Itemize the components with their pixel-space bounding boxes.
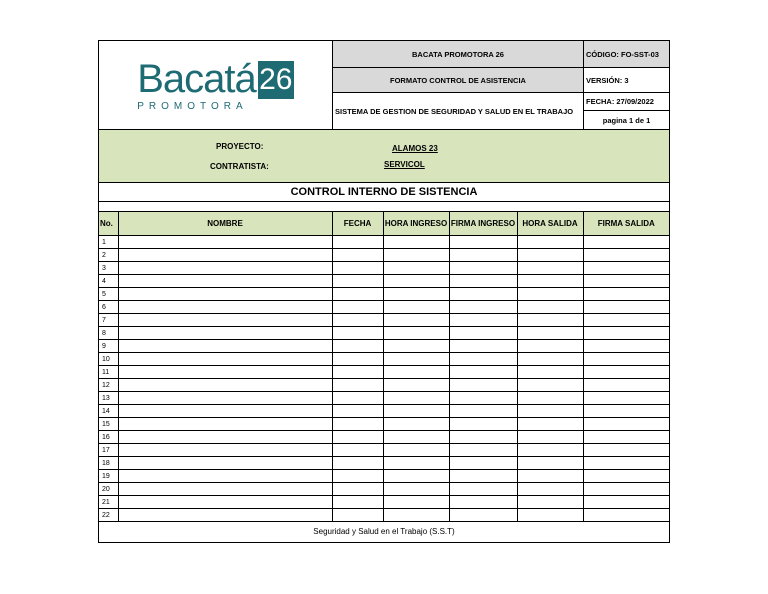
table-row <box>99 392 669 405</box>
table-row <box>99 366 669 379</box>
row-number: 13 <box>99 392 118 405</box>
col-firma-salida: FIRMA SALIDA <box>583 212 669 236</box>
nombre-cell[interactable] <box>118 340 332 353</box>
fecha-cell[interactable] <box>332 431 383 444</box>
hora-ingreso-cell[interactable] <box>383 431 449 444</box>
control-title: CONTROL INTERNO DE SISTENCIA <box>99 183 669 202</box>
fecha-cell[interactable] <box>332 379 383 392</box>
nombre-cell[interactable] <box>118 314 332 327</box>
firma-ingreso-cell[interactable] <box>449 236 517 249</box>
table-row <box>99 418 669 431</box>
form-footer: Seguridad y Salud en el Trabajo (S.S.T) <box>313 527 455 536</box>
row-number: 8 <box>99 327 118 340</box>
hora-salida-cell[interactable] <box>517 509 583 522</box>
firma-salida-cell[interactable] <box>583 288 669 301</box>
row-number: 17 <box>99 444 118 457</box>
firma-ingreso-cell[interactable] <box>449 457 517 470</box>
header-titles <box>333 41 584 129</box>
firma-ingreso-cell[interactable] <box>449 431 517 444</box>
fecha-cell[interactable] <box>332 249 383 262</box>
row-number: 12 <box>99 379 118 392</box>
fecha-cell[interactable] <box>332 392 383 405</box>
fecha-cell[interactable] <box>332 470 383 483</box>
hora-ingreso-cell[interactable] <box>383 470 449 483</box>
firma-ingreso-cell[interactable] <box>449 483 517 496</box>
fecha-cell[interactable] <box>332 496 383 509</box>
nombre-cell[interactable] <box>118 301 332 314</box>
col-fecha: FECHA <box>332 212 383 236</box>
table-body <box>99 236 669 522</box>
firma-ingreso-cell[interactable] <box>449 353 517 366</box>
system-name: SISTEMA DE GESTION DE SEGURIDAD Y SALUD EN EL TRABAJO <box>333 93 583 129</box>
hora-salida-cell[interactable] <box>517 405 583 418</box>
company-name: BACATA PROMOTORA 26 <box>333 41 583 68</box>
table-row <box>99 249 669 262</box>
firma-ingreso-cell[interactable] <box>449 340 517 353</box>
firma-salida-cell[interactable] <box>583 353 669 366</box>
hora-salida-cell[interactable] <box>517 249 583 262</box>
firma-ingreso-cell[interactable] <box>449 470 517 483</box>
hora-ingreso-cell[interactable] <box>383 353 449 366</box>
hora-ingreso-cell[interactable] <box>383 340 449 353</box>
row-number: 18 <box>99 457 118 470</box>
form-header <box>99 41 669 130</box>
format-title: FORMATO CONTROL DE ASISTENCIA <box>333 68 583 93</box>
hora-salida-cell[interactable] <box>517 275 583 288</box>
row-number: 3 <box>99 262 118 275</box>
firma-ingreso-cell[interactable] <box>449 288 517 301</box>
hora-salida-cell[interactable] <box>517 366 583 379</box>
fecha-cell[interactable] <box>332 301 383 314</box>
row-number: 16 <box>99 431 118 444</box>
contractor-value: SERVICOL <box>384 160 425 169</box>
firma-salida-cell[interactable] <box>583 457 669 470</box>
attendance-form <box>98 40 670 543</box>
table-row <box>99 353 669 366</box>
project-value: ALAMOS 23 <box>392 144 438 153</box>
table-row <box>99 405 669 418</box>
hora-salida-cell[interactable] <box>517 340 583 353</box>
firma-salida-cell[interactable] <box>583 366 669 379</box>
hora-salida-cell[interactable] <box>517 353 583 366</box>
hora-ingreso-cell[interactable] <box>383 483 449 496</box>
nombre-cell[interactable] <box>118 327 332 340</box>
firma-ingreso-cell[interactable] <box>449 444 517 457</box>
attendance-table <box>99 212 669 522</box>
table-row <box>99 314 669 327</box>
fecha-cell[interactable] <box>332 327 383 340</box>
row-number: 14 <box>99 405 118 418</box>
fecha-cell[interactable] <box>332 275 383 288</box>
hora-ingreso-cell[interactable] <box>383 236 449 249</box>
hora-salida-cell[interactable] <box>517 262 583 275</box>
table-row <box>99 483 669 496</box>
logo-number: 26 <box>258 61 294 99</box>
firma-ingreso-cell[interactable] <box>449 327 517 340</box>
nombre-cell[interactable] <box>118 418 332 431</box>
firma-ingreso-cell[interactable] <box>449 249 517 262</box>
logo-subtitle: PROMOTORA <box>137 100 248 112</box>
table-row <box>99 431 669 444</box>
col-nombre: NOMBRE <box>118 212 332 236</box>
nombre-cell[interactable] <box>118 444 332 457</box>
row-number: 9 <box>99 340 118 353</box>
fecha-cell[interactable] <box>332 288 383 301</box>
table-row <box>99 444 669 457</box>
firma-salida-cell[interactable] <box>583 301 669 314</box>
firma-ingreso-cell[interactable] <box>449 392 517 405</box>
logo-word: Bacatá <box>137 56 256 101</box>
nombre-cell[interactable] <box>118 249 332 262</box>
table-row <box>99 288 669 301</box>
table-row <box>99 327 669 340</box>
fecha-cell[interactable] <box>332 314 383 327</box>
firma-salida-cell[interactable] <box>583 249 669 262</box>
project-label: PROYECTO: <box>216 142 264 151</box>
table-row <box>99 457 669 470</box>
form-version: VERSIÓN: 3 <box>584 68 669 93</box>
hora-ingreso-cell[interactable] <box>383 249 449 262</box>
hora-salida-cell[interactable] <box>517 379 583 392</box>
hora-salida-cell[interactable] <box>517 418 583 431</box>
col-no: No. <box>99 212 118 236</box>
col-firma-ingreso: FIRMA INGRESO <box>449 212 517 236</box>
table-row <box>99 236 669 249</box>
firma-salida-cell[interactable] <box>583 262 669 275</box>
firma-ingreso-cell[interactable] <box>449 301 517 314</box>
fecha-cell[interactable] <box>332 353 383 366</box>
firma-ingreso-cell[interactable] <box>449 509 517 522</box>
firma-ingreso-cell[interactable] <box>449 496 517 509</box>
fecha-cell[interactable] <box>332 483 383 496</box>
hora-ingreso-cell[interactable] <box>383 275 449 288</box>
row-number: 15 <box>99 418 118 431</box>
hora-salida-cell[interactable] <box>517 288 583 301</box>
nombre-cell[interactable] <box>118 379 332 392</box>
project-band <box>99 130 669 183</box>
hora-ingreso-cell[interactable] <box>383 288 449 301</box>
header-meta <box>584 41 669 129</box>
hora-ingreso-cell[interactable] <box>383 366 449 379</box>
row-number: 2 <box>99 249 118 262</box>
firma-ingreso-cell[interactable] <box>449 379 517 392</box>
firma-salida-cell[interactable] <box>583 340 669 353</box>
hora-ingreso-cell[interactable] <box>383 327 449 340</box>
firma-salida-cell[interactable] <box>583 392 669 405</box>
hora-salida-cell[interactable] <box>517 496 583 509</box>
row-number: 1 <box>99 236 118 249</box>
hora-salida-cell[interactable] <box>517 314 583 327</box>
form-code: CÓDIGO: FO-SST-03 <box>584 41 669 68</box>
firma-salida-cell[interactable] <box>583 431 669 444</box>
firma-salida-cell[interactable] <box>583 444 669 457</box>
row-number: 10 <box>99 353 118 366</box>
nombre-cell[interactable] <box>118 353 332 366</box>
hora-ingreso-cell[interactable] <box>383 444 449 457</box>
table-row <box>99 470 669 483</box>
hora-ingreso-cell[interactable] <box>383 392 449 405</box>
table-header-row <box>99 212 669 236</box>
row-number: 11 <box>99 366 118 379</box>
row-number: 21 <box>99 496 118 509</box>
nombre-cell[interactable] <box>118 366 332 379</box>
firma-ingreso-cell[interactable] <box>449 275 517 288</box>
firma-salida-cell[interactable] <box>583 470 669 483</box>
nombre-cell[interactable] <box>118 262 332 275</box>
hora-ingreso-cell[interactable] <box>383 314 449 327</box>
firma-ingreso-cell[interactable] <box>449 405 517 418</box>
fecha-cell[interactable] <box>332 366 383 379</box>
firma-salida-cell[interactable] <box>583 327 669 340</box>
row-number: 19 <box>99 470 118 483</box>
table-row <box>99 496 669 509</box>
firma-salida-cell[interactable] <box>583 483 669 496</box>
firma-ingreso-cell[interactable] <box>449 418 517 431</box>
fecha-cell[interactable] <box>332 444 383 457</box>
nombre-cell[interactable] <box>118 236 332 249</box>
col-hora-ingreso: HORA INGRESO <box>383 212 449 236</box>
form-page: pagina 1 de 1 <box>602 115 651 125</box>
table-row <box>99 340 669 353</box>
hora-ingreso-cell[interactable] <box>383 379 449 392</box>
col-hora-salida: HORA SALIDA <box>517 212 583 236</box>
hora-ingreso-cell[interactable] <box>383 262 449 275</box>
hora-salida-cell[interactable] <box>517 470 583 483</box>
hora-ingreso-cell[interactable] <box>383 496 449 509</box>
firma-salida-cell[interactable] <box>583 379 669 392</box>
table-row <box>99 301 669 314</box>
nombre-cell[interactable] <box>118 392 332 405</box>
spacer-row <box>99 202 669 212</box>
row-number: 20 <box>99 483 118 496</box>
table-row <box>99 275 669 288</box>
hora-ingreso-cell[interactable] <box>383 301 449 314</box>
contractor-label: CONTRATISTA: <box>210 162 269 171</box>
row-number: 4 <box>99 275 118 288</box>
nombre-cell[interactable] <box>118 431 332 444</box>
firma-salida-cell[interactable] <box>583 275 669 288</box>
firma-ingreso-cell[interactable] <box>449 366 517 379</box>
table-row <box>99 509 669 522</box>
nombre-cell[interactable] <box>118 470 332 483</box>
row-number: 22 <box>99 509 118 522</box>
fecha-cell[interactable] <box>332 405 383 418</box>
firma-ingreso-cell[interactable] <box>449 262 517 275</box>
hora-salida-cell[interactable] <box>517 431 583 444</box>
nombre-cell[interactable] <box>118 509 332 522</box>
firma-salida-cell[interactable] <box>583 405 669 418</box>
company-logo <box>137 56 294 112</box>
hora-salida-cell[interactable] <box>517 483 583 496</box>
table-row <box>99 262 669 275</box>
fecha-cell[interactable] <box>332 457 383 470</box>
hora-salida-cell[interactable] <box>517 457 583 470</box>
nombre-cell[interactable] <box>118 496 332 509</box>
nombre-cell[interactable] <box>118 483 332 496</box>
hora-salida-cell[interactable] <box>517 392 583 405</box>
table-row <box>99 379 669 392</box>
firma-salida-cell[interactable] <box>583 418 669 431</box>
hora-ingreso-cell[interactable] <box>383 418 449 431</box>
firma-salida-cell[interactable] <box>583 314 669 327</box>
hora-salida-cell[interactable] <box>517 301 583 314</box>
firma-salida-cell[interactable] <box>583 496 669 509</box>
nombre-cell[interactable] <box>118 275 332 288</box>
row-number: 5 <box>99 288 118 301</box>
firma-salida-cell[interactable] <box>583 509 669 522</box>
hora-ingreso-cell[interactable] <box>383 457 449 470</box>
row-number: 6 <box>99 301 118 314</box>
fecha-cell[interactable] <box>332 262 383 275</box>
hora-salida-cell[interactable] <box>517 236 583 249</box>
form-date: FECHA: 27/09/2022 <box>584 93 669 111</box>
hora-ingreso-cell[interactable] <box>383 509 449 522</box>
fecha-cell[interactable] <box>332 236 383 249</box>
fecha-cell[interactable] <box>332 340 383 353</box>
hora-salida-cell[interactable] <box>517 327 583 340</box>
logo-cell <box>99 41 333 129</box>
nombre-cell[interactable] <box>118 405 332 418</box>
firma-ingreso-cell[interactable] <box>449 314 517 327</box>
fecha-cell[interactable] <box>332 418 383 431</box>
nombre-cell[interactable] <box>118 288 332 301</box>
firma-salida-cell[interactable] <box>583 236 669 249</box>
nombre-cell[interactable] <box>118 457 332 470</box>
fecha-cell[interactable] <box>332 509 383 522</box>
hora-ingreso-cell[interactable] <box>383 405 449 418</box>
hora-salida-cell[interactable] <box>517 444 583 457</box>
row-number: 7 <box>99 314 118 327</box>
